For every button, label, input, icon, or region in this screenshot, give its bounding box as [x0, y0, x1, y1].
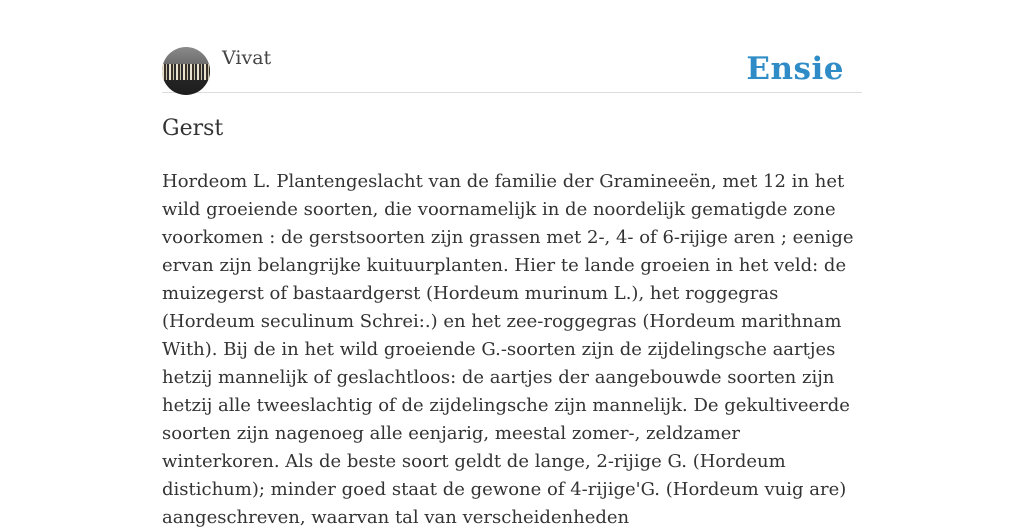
brand-logo[interactable]: Ensie	[746, 51, 844, 87]
header	[162, 47, 862, 93]
bookshelf-avatar-icon	[162, 64, 210, 80]
page-title: Gerst	[162, 116, 224, 141]
author-name[interactable]: Vivat	[222, 47, 272, 69]
article-body: Hordeom L. Plantengeslacht van de familie der Gramineeën, met 12 in het wild groeiende soorten, die voornamelijk in de noordelijk gematigde zone voorkomen : de gerstsoorten zijn grassen met 2-, 4- of 6-rijige aren ; eenige ervan zijn belangrijke kuituurplanten. Hier te lande groeien in het veld: de muizegerst of bastaardgerst (Hordeum murinum L.), het roggegras (Hordeum seculinum Schrei:.) en het zee-roggegras (Hordeum marithnam With). Bij de in het wild groeiende G.-soorten zijn de zijdelingsche aartjes hetzij mannelijk of geslachtloos: de aartjes der aangebouwde soorten zijn hetzij alle tweeslachtig of de zijdelingsche zijn mannelijk. De gekultiveerde soorten zijn nagenoeg alle eenjarig, meestal zomer-, zeldzamer winterkoren. Als de beste soort geldt de lange, 2-rijige G. (Hordeum distichum); minder goed staat de gewone of 4-rijige'G. (Hordeum vuig are) aangeschreven, waarvan tal van verscheidenheden	[162, 171, 854, 528]
avatar[interactable]	[162, 47, 210, 95]
